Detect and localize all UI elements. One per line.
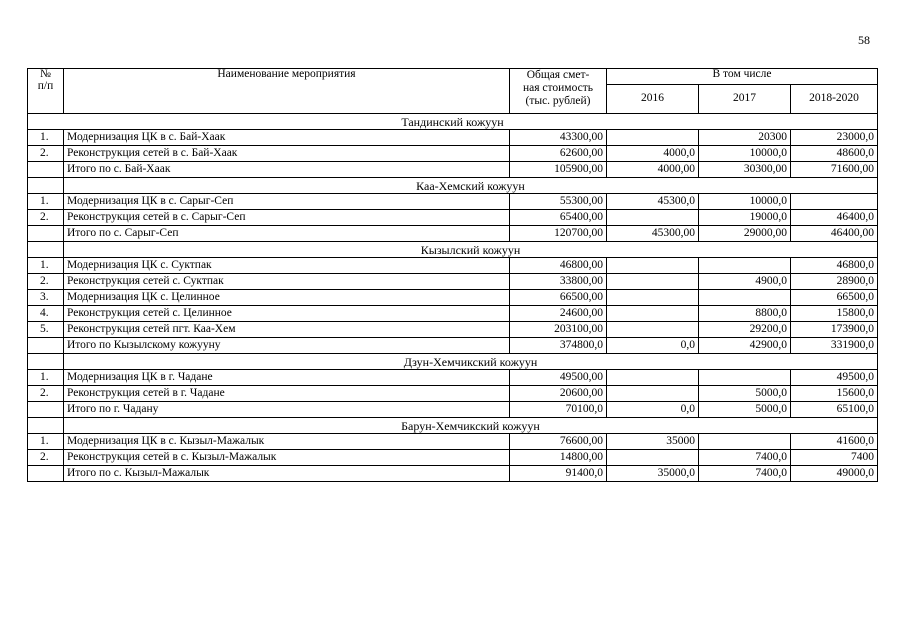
row-2017 xyxy=(699,290,791,306)
row-2016: 0,0 xyxy=(607,402,699,418)
row-2016 xyxy=(607,258,699,274)
row-num: 2. xyxy=(28,450,64,466)
row-2018-2020: 28900,0 xyxy=(791,274,878,290)
row-num: 2. xyxy=(28,274,64,290)
section-header-row xyxy=(28,354,878,370)
row-num xyxy=(28,162,64,178)
row-2018-2020: 48600,0 xyxy=(791,146,878,162)
row-cost: 120700,00 xyxy=(510,226,607,242)
budget-table xyxy=(27,68,878,482)
section-num-cell xyxy=(28,178,64,194)
table-row xyxy=(28,210,878,226)
section-title: Тандинский кожуун xyxy=(28,114,878,130)
table-row xyxy=(28,258,878,274)
row-2017: 10000,0 xyxy=(699,194,791,210)
total-row xyxy=(28,162,878,178)
row-2018-2020: 65100,0 xyxy=(791,402,878,418)
row-2018-2020: 15600,0 xyxy=(791,386,878,402)
section-header-row xyxy=(28,114,878,130)
header-cost: Общая смет- ная стоимость (тыс. рублей) xyxy=(510,69,607,114)
section-title: Барун-Хемчикский кожуун xyxy=(64,418,878,434)
row-cost: 105900,00 xyxy=(510,162,607,178)
section-header-row xyxy=(28,242,878,258)
row-2018-2020: 49000,0 xyxy=(791,466,878,482)
section-title: Кызылский кожуун xyxy=(64,242,878,258)
row-2018-2020: 46400,0 xyxy=(791,210,878,226)
row-name: Итого по с. Кызыл-Мажалык xyxy=(64,466,510,482)
header-year-2017: 2017 xyxy=(699,85,791,114)
row-num: 3. xyxy=(28,290,64,306)
row-cost: 20600,00 xyxy=(510,386,607,402)
row-2018-2020: 331900,0 xyxy=(791,338,878,354)
row-2018-2020: 15800,0 xyxy=(791,306,878,322)
row-num xyxy=(28,402,64,418)
total-row xyxy=(28,338,878,354)
row-name: Реконструкция сетей с. Целинное xyxy=(64,306,510,322)
row-name: Модернизация ЦК в с. Бай-Хаак xyxy=(64,130,510,146)
row-2018-2020: 49500,0 xyxy=(791,370,878,386)
row-2017: 20300 xyxy=(699,130,791,146)
row-2016 xyxy=(607,306,699,322)
section-header-row xyxy=(28,418,878,434)
row-2016: 45300,00 xyxy=(607,226,699,242)
row-cost: 24600,00 xyxy=(510,306,607,322)
row-2016 xyxy=(607,386,699,402)
row-2018-2020: 71600,00 xyxy=(791,162,878,178)
table-row xyxy=(28,290,878,306)
row-2016: 35000,0 xyxy=(607,466,699,482)
row-2016 xyxy=(607,450,699,466)
row-num: 2. xyxy=(28,386,64,402)
row-2016: 45300,0 xyxy=(607,194,699,210)
row-2016: 35000 xyxy=(607,434,699,450)
section-title: Каа-Хемский кожуун xyxy=(64,178,878,194)
row-num: 1. xyxy=(28,370,64,386)
section-header-row xyxy=(28,178,878,194)
row-num: 1. xyxy=(28,130,64,146)
table-row xyxy=(28,386,878,402)
row-name: Модернизация ЦК в с. Сарыг-Сеп xyxy=(64,194,510,210)
row-num: 5. xyxy=(28,322,64,338)
row-2017: 29000,00 xyxy=(699,226,791,242)
row-2017: 42900,0 xyxy=(699,338,791,354)
row-2016 xyxy=(607,322,699,338)
total-row xyxy=(28,402,878,418)
row-cost: 46800,00 xyxy=(510,258,607,274)
table-row xyxy=(28,450,878,466)
row-2016 xyxy=(607,274,699,290)
row-num: 2. xyxy=(28,210,64,226)
header-name: Наименование мероприятия xyxy=(64,69,510,114)
row-cost: 374800,0 xyxy=(510,338,607,354)
header-num: № п/п xyxy=(28,69,64,114)
row-2017: 10000,0 xyxy=(699,146,791,162)
row-name: Реконструкция сетей в с. Кызыл-Мажалык xyxy=(64,450,510,466)
section-num-cell xyxy=(28,418,64,434)
row-2017: 29200,0 xyxy=(699,322,791,338)
row-name: Реконструкция сетей в г. Чадане xyxy=(64,386,510,402)
table-row xyxy=(28,322,878,338)
row-2016: 0,0 xyxy=(607,338,699,354)
row-name: Итого по с. Бай-Хаак xyxy=(64,162,510,178)
row-name: Реконструкция сетей в с. Сарыг-Сеп xyxy=(64,210,510,226)
row-2017: 8800,0 xyxy=(699,306,791,322)
row-2018-2020: 46400,00 xyxy=(791,226,878,242)
row-num xyxy=(28,338,64,354)
row-cost: 65400,00 xyxy=(510,210,607,226)
table-row xyxy=(28,146,878,162)
row-2017: 7400,0 xyxy=(699,450,791,466)
row-2017: 4900,0 xyxy=(699,274,791,290)
header-year-2016: 2016 xyxy=(607,85,699,114)
row-num xyxy=(28,466,64,482)
row-2017 xyxy=(699,370,791,386)
page-number: 58 xyxy=(858,33,870,47)
row-num: 1. xyxy=(28,434,64,450)
row-2017 xyxy=(699,258,791,274)
row-2017 xyxy=(699,434,791,450)
table-row xyxy=(28,130,878,146)
table-row xyxy=(28,194,878,210)
row-cost: 62600,00 xyxy=(510,146,607,162)
row-2018-2020: 7400 xyxy=(791,450,878,466)
row-2016 xyxy=(607,370,699,386)
total-row xyxy=(28,466,878,482)
row-2018-2020: 66500,0 xyxy=(791,290,878,306)
row-2018-2020: 23000,0 xyxy=(791,130,878,146)
row-name: Модернизация ЦК с. Суктпак xyxy=(64,258,510,274)
total-row xyxy=(28,226,878,242)
row-num: 2. xyxy=(28,146,64,162)
row-name: Модернизация ЦК с. Целинное xyxy=(64,290,510,306)
row-name: Реконструкция сетей в с. Бай-Хаак xyxy=(64,146,510,162)
row-2017: 5000,0 xyxy=(699,386,791,402)
row-2016 xyxy=(607,290,699,306)
row-2016: 4000,0 xyxy=(607,146,699,162)
row-cost: 91400,0 xyxy=(510,466,607,482)
row-num xyxy=(28,226,64,242)
row-cost: 76600,00 xyxy=(510,434,607,450)
table-row xyxy=(28,274,878,290)
row-2018-2020: 41600,0 xyxy=(791,434,878,450)
row-cost: 14800,00 xyxy=(510,450,607,466)
row-cost: 70100,0 xyxy=(510,402,607,418)
row-cost: 55300,00 xyxy=(510,194,607,210)
row-2017: 7400,0 xyxy=(699,466,791,482)
row-2016 xyxy=(607,210,699,226)
row-2018-2020: 46800,0 xyxy=(791,258,878,274)
section-num-cell xyxy=(28,354,64,370)
header-year-2018-2020: 2018-2020 xyxy=(791,85,878,114)
row-cost: 66500,00 xyxy=(510,290,607,306)
table-row xyxy=(28,434,878,450)
row-name: Итого по Кызылскому кожууну xyxy=(64,338,510,354)
row-name: Модернизация ЦК в г. Чадане xyxy=(64,370,510,386)
row-cost: 203100,00 xyxy=(510,322,607,338)
table-row xyxy=(28,370,878,386)
row-name: Итого по с. Сарыг-Сеп xyxy=(64,226,510,242)
section-num-cell xyxy=(28,242,64,258)
row-num: 4. xyxy=(28,306,64,322)
row-2016: 4000,00 xyxy=(607,162,699,178)
table-row xyxy=(28,306,878,322)
header-including: В том числе xyxy=(607,69,878,85)
row-2018-2020 xyxy=(791,194,878,210)
row-cost: 49500,00 xyxy=(510,370,607,386)
row-2016 xyxy=(607,130,699,146)
row-name: Реконструкция сетей с. Суктпак xyxy=(64,274,510,290)
row-num: 1. xyxy=(28,194,64,210)
row-2018-2020: 173900,0 xyxy=(791,322,878,338)
row-cost: 33800,00 xyxy=(510,274,607,290)
row-2017: 19000,0 xyxy=(699,210,791,226)
row-num: 1. xyxy=(28,258,64,274)
row-2017: 30300,00 xyxy=(699,162,791,178)
row-name: Модернизация ЦК в с. Кызыл-Мажалык xyxy=(64,434,510,450)
row-name: Итого по г. Чадану xyxy=(64,402,510,418)
row-cost: 43300,00 xyxy=(510,130,607,146)
row-2017: 5000,0 xyxy=(699,402,791,418)
section-title: Дзун-Хемчикский кожуун xyxy=(64,354,878,370)
row-name: Реконструкция сетей пгт. Каа-Хем xyxy=(64,322,510,338)
